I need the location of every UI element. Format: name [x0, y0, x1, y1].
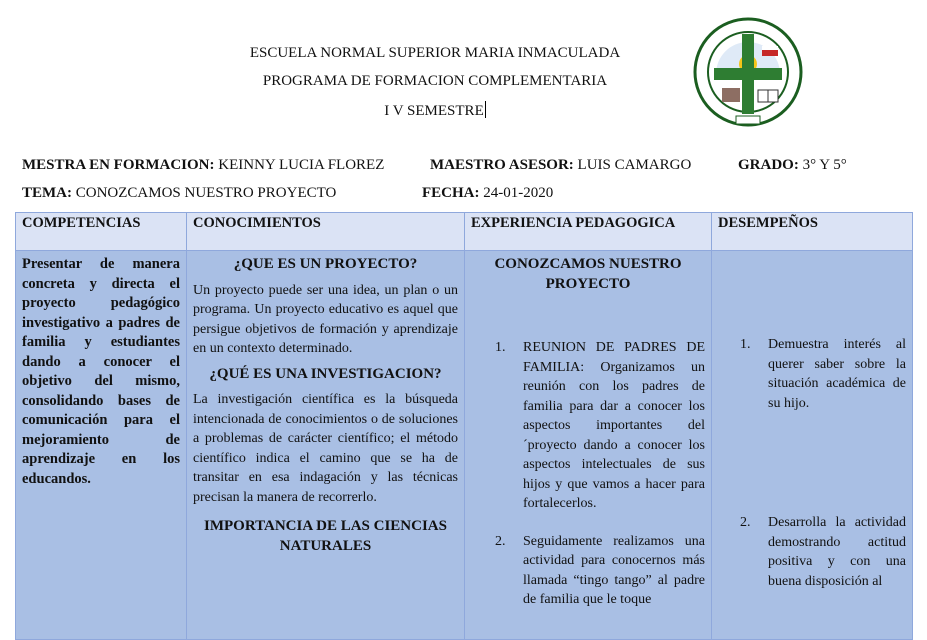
lesson-plan-table: [15, 212, 913, 640]
paragraph-investigacion: La investigación científica es la búsqueda intencionada de conocimientos o de soluciones a problemas de carácter científico; el método científico indica el camino que se ha de transitar en esa indagación y las técnicas precisan la manera de recorrerlo.: [193, 392, 458, 505]
heading-que-es-investigacion: ¿QUÉ ES UNA INVESTIGACION?: [209, 365, 442, 382]
maestra-line: MESTRA EN FORMACION: KEINNY LUCIA FLOREZ: [22, 157, 385, 173]
heading-importancia-ciencias: IMPORTANCIA DE LAS CIENCIAS NATURALES: [204, 518, 447, 554]
conocimientos-cell: [187, 251, 465, 640]
list-item: 1. Demuestra interés al querer saber sobre la situación académica de su hijo.: [740, 337, 906, 411]
program-name: PROGRAMA DE FORMACION COMPLEMENTARIA: [262, 73, 608, 89]
table-header-row: [16, 213, 913, 251]
header-experiencia: EXPERIENCIA PEDAGOGICA: [465, 213, 712, 251]
header-conocimientos: CONOCIMIENTOS: [187, 213, 465, 251]
header-competencias: COMPETENCIAS: [16, 213, 187, 251]
school-crest-logo: [692, 16, 804, 128]
header-desempenos: DESEMPEÑOS: [712, 213, 913, 251]
semester: I V SEMESTRE: [384, 103, 484, 119]
list-item: 1. REUNION DE PADRES DE FAMILIA: Organizamos un reunión con los padres de familia para dar a conocer los aspectos importantes del ´proyecto dando a conocer los aspectos intelectuales de sus hijos y que vamos a hacer para fortalecerlos.: [495, 340, 705, 511]
fecha-line: FECHA: 24-01-2020: [422, 185, 554, 201]
grado-line: GRADO: 3° Y 5°: [738, 157, 847, 173]
tema-line: TEMA: CONOZCAMOS NUESTRO PROYECTO: [22, 185, 337, 201]
text-cursor: [485, 101, 486, 118]
asesor-line: MAESTRO ASESOR: LUIS CAMARGO: [430, 157, 692, 173]
school-name: ESCUELA NORMAL SUPERIOR MARIA INMACULADA: [249, 45, 621, 61]
heading-que-es-proyecto: ¿QUE ES UN PROYECTO?: [233, 256, 418, 272]
experiencia-title: CONOZCAMOS NUESTRO PROYECTO: [494, 256, 682, 292]
experiencia-cell: [465, 251, 712, 640]
list-item: 2. Seguidamente realizamos una actividad para conocernos más llamada “tingo tango” al padre de familia que le toque: [495, 533, 705, 607]
competencias-text: Presentar de manera concreta y directa el proyecto pedagógico investigativo a padres de familia y estudiantes dando a conocer el objetivo del mismo, consolidando bases de comunicación para el mejoramiento de aprendizaje en los educandos.: [22, 256, 180, 487]
list-item: 2. Desarrolla la actividad demostrando actitud positiva y con una buena disposición al: [740, 515, 906, 589]
paragraph-proyecto: Un proyecto puede ser una idea, un plan o un programa. Un proyecto educativo es aquel que persigue objetivos de formación y aprendizaje en un contexto determinado.: [193, 282, 458, 356]
competencias-cell: [16, 251, 187, 640]
desempenos-list: [718, 335, 906, 591]
desempenos-cell: [712, 251, 913, 640]
table-row: [16, 251, 913, 640]
experiencia-list: [471, 338, 705, 610]
